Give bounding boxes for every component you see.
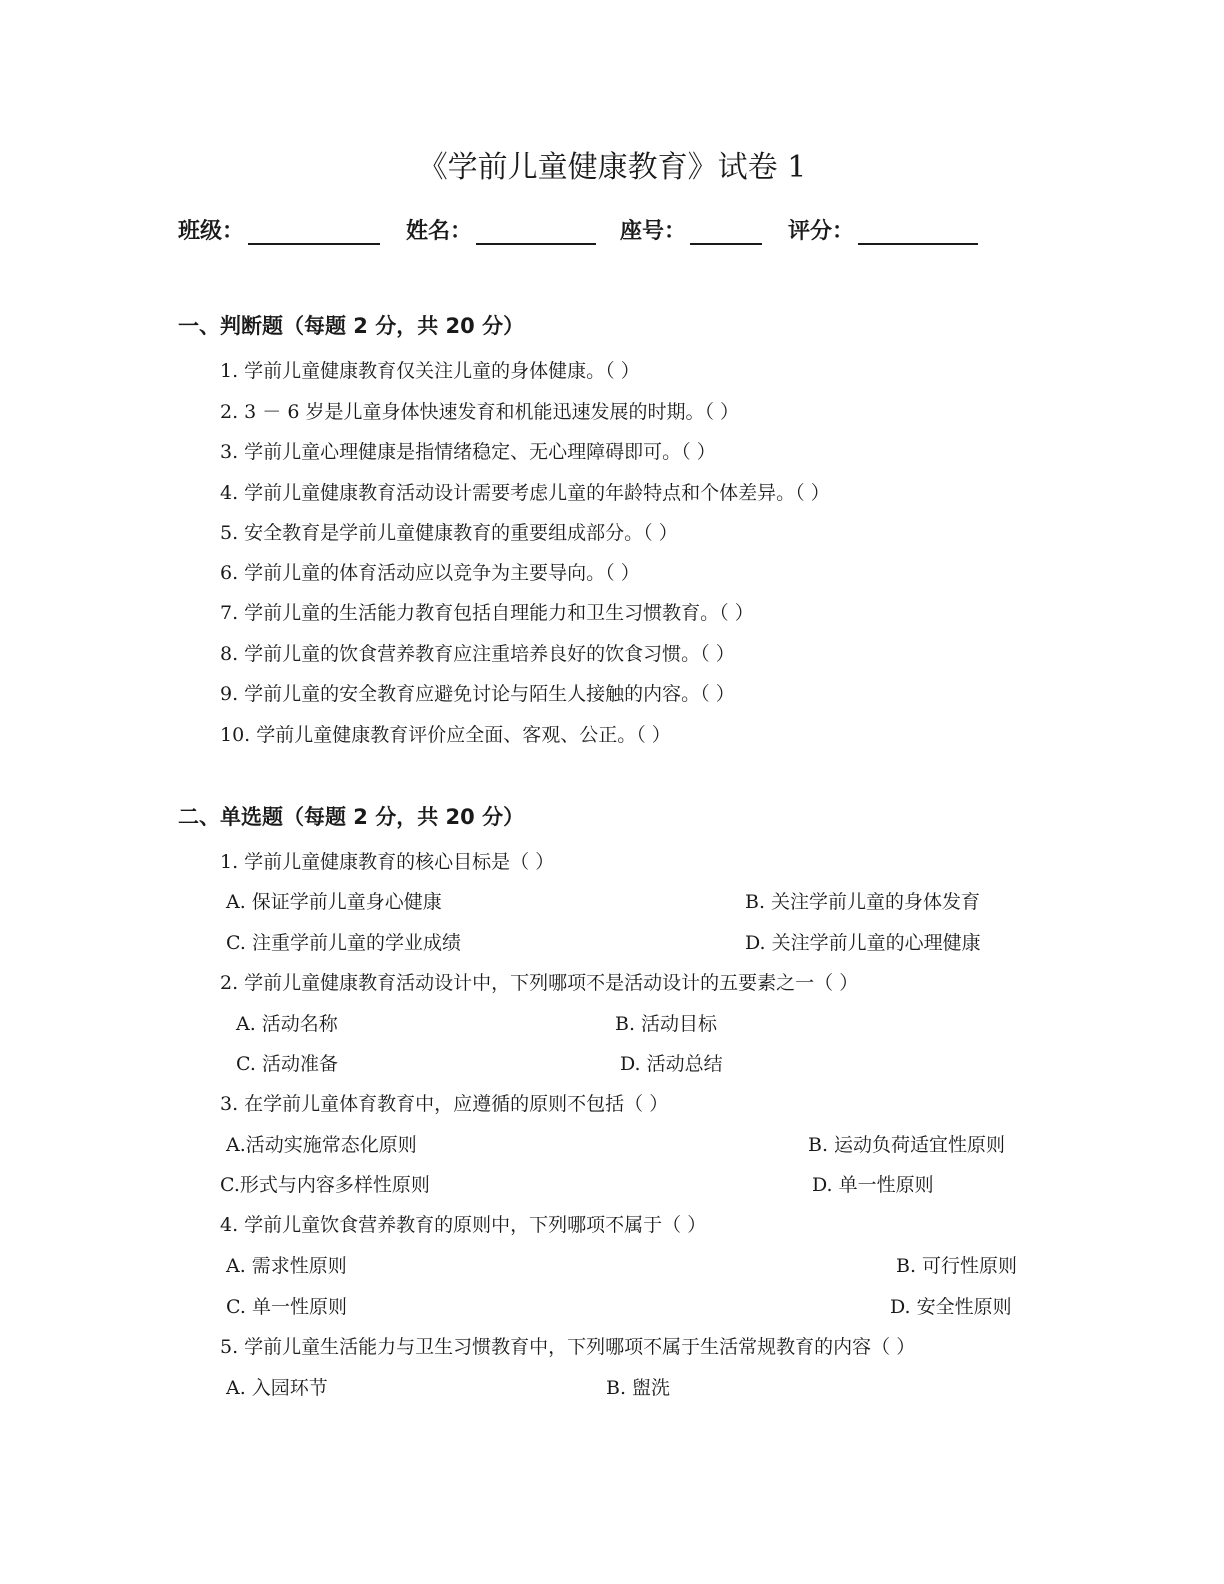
mc-question-5: 5. 学前儿童生活能力与卫生习惯教育中，下列哪项不属于生活常规教育的内容（ ）: [220, 1336, 916, 1358]
tf-question-10: 10. 学前儿童健康教育评价应全面、客观、公正。（ ）: [220, 724, 671, 746]
tf-question-4: 4. 学前儿童健康教育活动设计需要考虑儿童的年龄特点和个体差异。（ ）: [220, 482, 830, 504]
name-label: 姓名：: [406, 219, 473, 244]
mc4-option-c[interactable]: C. 单一性原则: [226, 1296, 347, 1318]
seat-field: [620, 214, 762, 245]
tf-question-7: 7. 学前儿童的生活能力教育包括自理能力和卫生习惯教育。（ ）: [220, 602, 754, 624]
section1-heading: 一、判断题（每题 2 分，共 20 分）: [178, 314, 525, 338]
seat-label: 座号：: [620, 219, 687, 244]
tf-question-9: 9. 学前儿童的安全教育应避免讨论与陌生人接触的内容。（ ）: [220, 683, 735, 705]
mc2-option-c[interactable]: C. 活动准备: [236, 1053, 338, 1075]
name-blank[interactable]: [476, 221, 596, 245]
class-field: [178, 214, 380, 245]
mc3-option-c[interactable]: C.形式与内容多样性原则: [220, 1174, 430, 1196]
tf-question-5: 5. 安全教育是学前儿童健康教育的重要组成部分。（ ）: [220, 522, 678, 544]
mc3-option-d[interactable]: D. 单一性原则: [812, 1174, 934, 1196]
tf-question-2: 2. 3 － 6 岁是儿童身体快速发育和机能迅速发展的时期。（ ）: [220, 401, 740, 423]
mc-question-3: 3. 在学前儿童体育教育中，应遵循的原则不包括（ ）: [220, 1093, 669, 1115]
page-title: 《学前儿童健康教育》试卷 1: [417, 150, 807, 185]
mc1-option-d[interactable]: D. 关注学前儿童的心理健康: [745, 932, 981, 954]
mc1-option-c[interactable]: C. 注重学前儿童的学业成绩: [226, 932, 461, 954]
class-blank[interactable]: [248, 221, 380, 245]
mc4-option-d[interactable]: D. 安全性原则: [890, 1296, 1012, 1318]
section2-heading: 二、单选题（每题 2 分，共 20 分）: [178, 805, 525, 829]
score-blank[interactable]: [858, 221, 978, 245]
mc4-option-b[interactable]: B. 可行性原则: [896, 1255, 1018, 1277]
mc3-option-a[interactable]: A.活动实施常态化原则: [226, 1134, 417, 1156]
mc5-option-a[interactable]: A. 入园环节: [226, 1377, 328, 1399]
tf-question-3: 3. 学前儿童心理健康是指情绪稳定、无心理障碍即可。（ ）: [220, 441, 716, 463]
mc2-option-a[interactable]: A. 活动名称: [236, 1013, 338, 1035]
mc-question-1: 1. 学前儿童健康教育的核心目标是（ ）: [220, 851, 555, 873]
tf-question-1: 1. 学前儿童健康教育仅关注儿童的身体健康。（ ）: [220, 360, 640, 382]
score-field: [788, 214, 978, 245]
mc1-option-b[interactable]: B. 关注学前儿童的身体发育: [745, 891, 981, 913]
tf-question-8: 8. 学前儿童的饮食营养教育应注重培养良好的饮食习惯。（ ）: [220, 643, 735, 665]
name-field: [406, 214, 596, 245]
mc-question-2: 2. 学前儿童健康教育活动设计中，下列哪项不是活动设计的五要素之一（ ）: [220, 972, 859, 994]
mc5-option-b[interactable]: B. 盥洗: [606, 1377, 671, 1399]
mc4-option-a[interactable]: A. 需求性原则: [226, 1255, 347, 1277]
class-label: 班级：: [178, 219, 245, 244]
mc-question-4: 4. 学前儿童饮食营养教育的原则中，下列哪项不属于（ ）: [220, 1214, 707, 1236]
mc3-option-b[interactable]: B. 运动负荷适宜性原则: [808, 1134, 1006, 1156]
seat-blank[interactable]: [690, 221, 762, 245]
mc2-option-d[interactable]: D. 活动总结: [620, 1053, 723, 1075]
mc2-option-b[interactable]: B. 活动目标: [615, 1013, 718, 1035]
tf-question-6: 6. 学前儿童的体育活动应以竞争为主要导向。（ ）: [220, 562, 640, 584]
mc1-option-a[interactable]: A. 保证学前儿童身心健康: [226, 891, 442, 913]
score-label: 评分：: [788, 219, 855, 244]
